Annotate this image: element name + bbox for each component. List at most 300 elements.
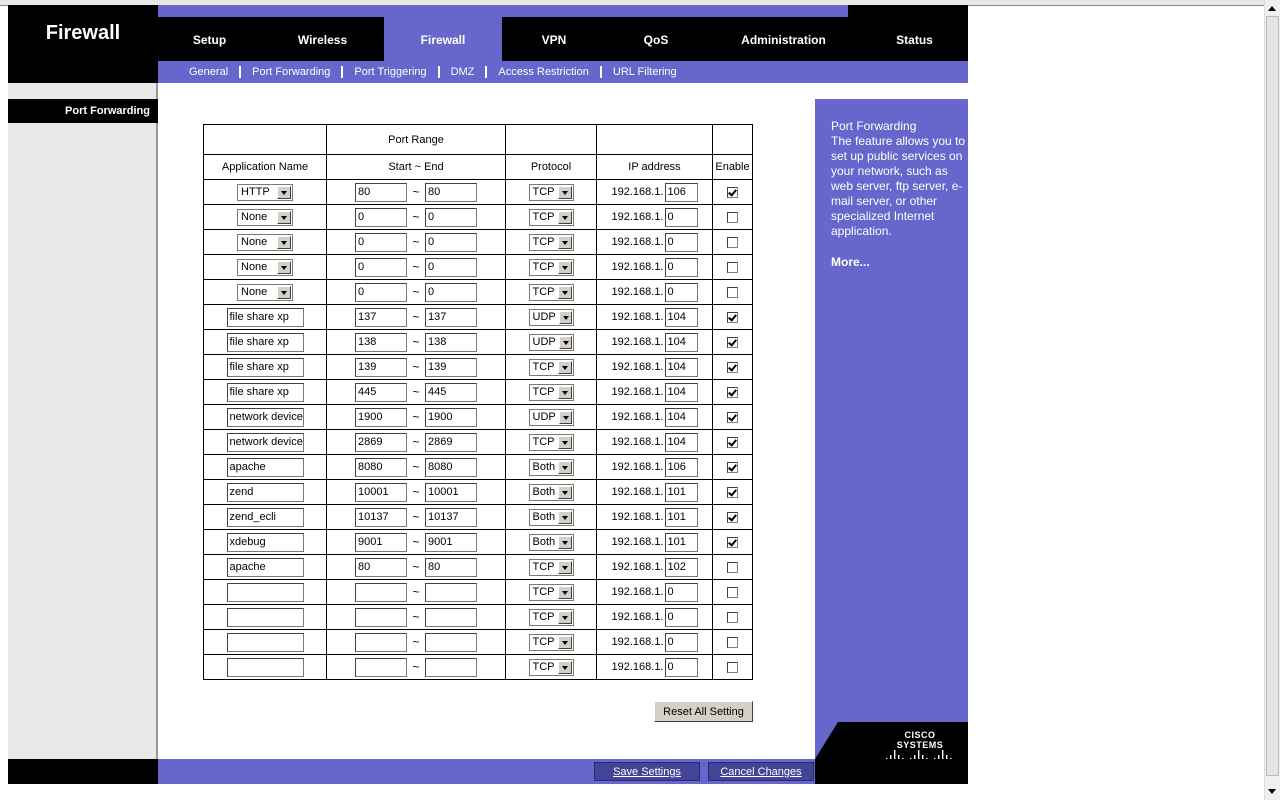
enable-cell — [713, 330, 753, 355]
tab-wireless[interactable]: Wireless — [297, 33, 348, 47]
chevron-down-icon[interactable] — [558, 211, 572, 224]
application-name-input[interactable]: file share xp — [227, 383, 304, 402]
ip-cell — [597, 305, 713, 330]
protocol-select-value: TCP — [532, 236, 555, 248]
application-cell — [204, 605, 327, 630]
ip-cell — [597, 330, 713, 355]
scroll-thumb[interactable] — [1266, 16, 1279, 776]
start-port-input[interactable]: 8080 — [355, 458, 407, 477]
ip-last-octet-input[interactable]: 0 — [665, 233, 698, 252]
port-range-cell — [327, 255, 506, 280]
ip-cell — [597, 555, 713, 580]
enable-checkbox[interactable] — [727, 212, 738, 223]
enable-checkbox[interactable] — [727, 337, 738, 348]
ip-last-octet-input[interactable]: 101 — [665, 483, 698, 502]
chevron-down-icon[interactable] — [558, 286, 572, 299]
protocol-select-value: TCP — [532, 611, 555, 623]
ip-prefix: 192.168.1. — [611, 411, 664, 423]
chevron-down-icon[interactable] — [559, 336, 572, 349]
application-cell — [204, 255, 327, 280]
ip-prefix: 192.168.1. — [611, 236, 664, 248]
chevron-down-icon[interactable] — [558, 236, 572, 249]
start-port-input[interactable]: 80 — [355, 558, 407, 577]
application-cell — [204, 555, 327, 580]
chevron-down-icon[interactable] — [558, 461, 571, 474]
chevron-down-icon[interactable] — [277, 211, 291, 224]
tab-qos[interactable]: QoS — [643, 33, 669, 47]
table-row — [204, 405, 753, 430]
header-blank — [204, 125, 327, 155]
enable-cell — [713, 280, 753, 305]
ip-last-octet-input[interactable]: 0 — [665, 258, 698, 277]
start-port-input[interactable]: 1900 — [355, 408, 407, 427]
enable-checkbox[interactable] — [727, 237, 738, 248]
protocol-cell — [506, 505, 597, 530]
chevron-down-icon[interactable] — [559, 311, 572, 324]
application-name-input[interactable]: network device — [227, 408, 304, 427]
end-port-input[interactable]: 138 — [425, 333, 477, 352]
subnav-dmz[interactable]: DMZ — [450, 66, 475, 78]
port-range-cell — [327, 355, 506, 380]
end-port-input[interactable] — [425, 658, 477, 677]
ip-last-octet-input[interactable]: 106 — [665, 183, 698, 202]
header-blank — [713, 125, 753, 155]
column-header-protocol: Protocol — [506, 155, 597, 180]
chevron-down-icon[interactable] — [558, 361, 572, 374]
protocol-cell — [506, 255, 597, 280]
ip-cell — [597, 205, 713, 230]
protocol-select-value: TCP — [532, 211, 555, 223]
page-title: Firewall — [45, 22, 121, 44]
range-separator: ~ — [412, 260, 420, 274]
application-name-input[interactable]: apache — [227, 458, 304, 477]
table-row — [204, 330, 753, 355]
application-select[interactable] — [237, 184, 293, 201]
vertical-scrollbar[interactable] — [1264, 0, 1280, 800]
application-name-input[interactable]: zend — [227, 483, 304, 502]
enable-checkbox[interactable] — [727, 637, 738, 648]
start-port-input[interactable]: 137 — [355, 308, 407, 327]
application-cell — [204, 480, 327, 505]
protocol-cell — [506, 380, 597, 405]
application-select[interactable] — [237, 284, 293, 301]
start-port-input[interactable]: 445 — [355, 383, 407, 402]
protocol-select[interactable] — [529, 384, 574, 401]
enable-cell — [713, 530, 753, 555]
protocol-select[interactable] — [529, 509, 574, 526]
ip-prefix: 192.168.1. — [611, 461, 664, 473]
protocol-select-value: TCP — [532, 586, 555, 598]
protocol-select[interactable] — [529, 634, 574, 651]
scroll-down-icon[interactable] — [1268, 789, 1276, 794]
subnav-access-restriction[interactable]: Access Restriction — [498, 66, 589, 78]
protocol-select-value: TCP — [532, 286, 555, 298]
protocol-select-value: Both — [532, 511, 556, 523]
enable-cell — [713, 305, 753, 330]
ip-last-octet-input[interactable]: 104 — [665, 308, 698, 327]
protocol-select[interactable] — [529, 434, 574, 451]
port-range-cell — [327, 330, 506, 355]
start-port-input[interactable]: 0 — [355, 208, 407, 227]
ip-last-octet-input[interactable]: 101 — [665, 508, 698, 527]
ip-last-octet-input[interactable]: 104 — [665, 383, 698, 402]
end-port-input[interactable]: 8080 — [425, 458, 477, 477]
protocol-select[interactable] — [529, 459, 574, 476]
range-separator: ~ — [412, 410, 420, 424]
ip-prefix: 192.168.1. — [611, 636, 664, 648]
enable-checkbox[interactable] — [727, 187, 738, 198]
chevron-down-icon[interactable] — [558, 561, 572, 574]
application-name-input[interactable]: file share xp — [227, 358, 304, 377]
chevron-down-icon[interactable] — [559, 411, 572, 424]
application-cell — [204, 455, 327, 480]
protocol-select-value: TCP — [532, 636, 555, 648]
enable-checkbox[interactable] — [727, 512, 738, 523]
ip-cell — [597, 580, 713, 605]
enable-cell — [713, 380, 753, 405]
enable-cell — [713, 205, 753, 230]
range-separator: ~ — [412, 660, 420, 674]
application-cell — [204, 405, 327, 430]
table-row — [204, 205, 753, 230]
help-text — [831, 119, 967, 270]
ip-cell — [597, 380, 713, 405]
protocol-select[interactable] — [529, 334, 574, 351]
application-select-value: None — [241, 286, 268, 298]
protocol-cell — [506, 355, 597, 380]
chevron-down-icon[interactable] — [558, 261, 572, 274]
start-port-input[interactable]: 0 — [355, 283, 407, 302]
start-port-input[interactable]: 2869 — [355, 433, 407, 452]
protocol-select[interactable] — [529, 309, 574, 326]
ip-cell — [597, 480, 713, 505]
logo-corner — [815, 722, 838, 759]
range-separator: ~ — [412, 360, 420, 374]
end-port-input[interactable]: 80 — [425, 558, 477, 577]
protocol-select[interactable] — [529, 484, 574, 501]
protocol-cell — [506, 430, 597, 455]
ip-last-octet-input[interactable]: 0 — [665, 583, 698, 602]
start-port-input[interactable] — [355, 608, 407, 627]
start-port-input[interactable]: 0 — [355, 233, 407, 252]
ip-cell — [597, 355, 713, 380]
enable-cell — [713, 180, 753, 205]
ip-last-octet-input[interactable]: 0 — [665, 208, 698, 227]
ip-prefix: 192.168.1. — [611, 386, 664, 398]
ip-prefix: 192.168.1. — [611, 661, 664, 673]
end-port-input[interactable]: 445 — [425, 383, 477, 402]
end-port-input[interactable]: 0 — [425, 233, 477, 252]
enable-cell — [713, 605, 753, 630]
column-header-application: Application Name — [204, 155, 327, 180]
subnav-port-triggering[interactable]: Port Triggering — [354, 66, 427, 78]
chevron-down-icon[interactable] — [277, 186, 291, 199]
start-port-input[interactable]: 0 — [355, 258, 407, 277]
range-separator: ~ — [412, 235, 420, 249]
main-tabs — [158, 17, 968, 61]
end-port-input[interactable]: 0 — [425, 208, 477, 227]
table-row — [204, 630, 753, 655]
ip-last-octet-input[interactable]: 0 — [665, 283, 698, 302]
ip-cell — [597, 430, 713, 455]
protocol-select-value: TCP — [532, 361, 555, 373]
start-port-input[interactable] — [355, 633, 407, 652]
start-port-input[interactable]: 10001 — [355, 483, 407, 502]
protocol-cell — [506, 605, 597, 630]
ip-cell — [597, 230, 713, 255]
port-range-cell — [327, 630, 506, 655]
application-name-input[interactable] — [227, 633, 304, 652]
end-port-input[interactable]: 80 — [425, 183, 477, 202]
chevron-down-icon[interactable] — [558, 636, 572, 649]
chevron-down-icon[interactable] — [558, 661, 572, 674]
end-port-input[interactable]: 1900 — [425, 408, 477, 427]
tab-vpn[interactable]: VPN — [541, 33, 567, 47]
header-blank — [597, 125, 713, 155]
enable-checkbox[interactable] — [727, 262, 738, 273]
end-port-input[interactable] — [425, 633, 477, 652]
enable-checkbox[interactable] — [727, 362, 738, 373]
range-separator: ~ — [412, 435, 420, 449]
protocol-select[interactable] — [529, 284, 574, 301]
column-header-ip: IP address — [597, 155, 713, 180]
subnav-url-filtering[interactable]: URL Filtering — [612, 66, 677, 78]
end-port-input[interactable]: 137 — [425, 308, 477, 327]
tab-firewall[interactable]: Firewall — [384, 17, 502, 61]
help-title: Port Forwarding — [831, 119, 917, 133]
table-row — [204, 655, 753, 680]
help-body: The feature allows you to set up public services on your network, such as web server, ftp server, e-mail server, or other specialized Internet application. — [831, 134, 966, 238]
enable-checkbox[interactable] — [727, 487, 738, 498]
protocol-select[interactable] — [529, 534, 574, 551]
ip-last-octet-input[interactable]: 104 — [665, 433, 698, 452]
chevron-down-icon[interactable] — [558, 586, 572, 599]
subnav-port-forwarding[interactable]: Port Forwarding — [252, 66, 331, 78]
application-select[interactable] — [237, 259, 293, 276]
port-range-cell — [327, 405, 506, 430]
ip-last-octet-input[interactable]: 0 — [665, 658, 698, 677]
protocol-select[interactable] — [529, 234, 574, 251]
chevron-down-icon[interactable] — [277, 261, 291, 274]
ip-prefix: 192.168.1. — [611, 511, 664, 523]
end-port-input[interactable] — [425, 583, 477, 602]
table-row — [204, 555, 753, 580]
protocol-cell — [506, 555, 597, 580]
end-port-input[interactable]: 2869 — [425, 433, 477, 452]
application-cell — [204, 230, 327, 255]
end-port-input[interactable]: 9001 — [425, 533, 477, 552]
protocol-select[interactable] — [529, 184, 574, 201]
ip-last-octet-input[interactable]: 101 — [665, 533, 698, 552]
ip-prefix: 192.168.1. — [611, 311, 664, 323]
ip-prefix: 192.168.1. — [611, 361, 664, 373]
ip-prefix: 192.168.1. — [611, 261, 664, 273]
table-row — [204, 355, 753, 380]
ip-prefix: 192.168.1. — [611, 186, 664, 198]
range-separator: ~ — [412, 385, 420, 399]
protocol-select[interactable] — [529, 659, 574, 676]
enable-cell — [713, 630, 753, 655]
enable-cell — [713, 255, 753, 280]
ip-last-octet-input[interactable]: 0 — [665, 633, 698, 652]
start-port-input[interactable]: 9001 — [355, 533, 407, 552]
application-name-input[interactable] — [227, 658, 304, 677]
ip-cell — [597, 180, 713, 205]
port-range-cell — [327, 180, 506, 205]
protocol-select-value: Both — [532, 536, 556, 548]
help-panel-top — [815, 83, 968, 99]
application-cell — [204, 580, 327, 605]
ip-last-octet-input[interactable]: 102 — [665, 558, 698, 577]
protocol-cell — [506, 580, 597, 605]
enable-checkbox[interactable] — [727, 562, 738, 573]
application-select[interactable] — [237, 234, 293, 251]
chevron-down-icon[interactable] — [277, 286, 291, 299]
chevron-down-icon[interactable] — [558, 436, 572, 449]
table-row — [204, 305, 753, 330]
start-port-input[interactable]: 80 — [355, 183, 407, 202]
chevron-down-icon[interactable] — [558, 386, 572, 399]
ip-last-octet-input[interactable]: 106 — [665, 458, 698, 477]
application-name-input[interactable] — [227, 608, 304, 627]
end-port-input[interactable]: 10137 — [425, 508, 477, 527]
scroll-up-icon[interactable] — [1268, 6, 1276, 11]
sub-navigation — [158, 61, 968, 83]
chevron-down-icon[interactable] — [558, 186, 572, 199]
port-range-cell — [327, 605, 506, 630]
ip-cell — [597, 255, 713, 280]
enable-checkbox[interactable] — [727, 312, 738, 323]
protocol-cell — [506, 305, 597, 330]
port-forwarding-table — [203, 124, 753, 680]
enable-cell — [713, 455, 753, 480]
chevron-down-icon[interactable] — [558, 536, 571, 549]
application-name-input[interactable]: zend_ecli — [227, 508, 304, 527]
ip-last-octet-input[interactable]: 0 — [665, 608, 698, 627]
protocol-select[interactable] — [529, 559, 574, 576]
application-name-input[interactable] — [227, 583, 304, 602]
range-separator: ~ — [412, 610, 420, 624]
protocol-select-value: TCP — [532, 561, 555, 573]
application-cell — [204, 280, 327, 305]
protocol-select[interactable] — [529, 609, 574, 626]
ip-cell — [597, 655, 713, 680]
help-more-link[interactable]: More... — [831, 255, 870, 269]
enable-checkbox[interactable] — [727, 587, 738, 598]
table-row — [204, 580, 753, 605]
enable-checkbox[interactable] — [727, 437, 738, 448]
start-port-input[interactable] — [355, 583, 407, 602]
chevron-down-icon[interactable] — [558, 511, 571, 524]
header-accent-bar — [158, 5, 848, 17]
ip-prefix: 192.168.1. — [611, 536, 664, 548]
protocol-select-value: TCP — [532, 261, 555, 273]
subnav-general[interactable]: General — [189, 66, 229, 78]
start-port-input[interactable]: 10137 — [355, 508, 407, 527]
enable-checkbox[interactable] — [727, 412, 738, 423]
application-name-input[interactable]: network device — [227, 433, 304, 452]
port-range-cell — [327, 205, 506, 230]
application-select[interactable] — [237, 209, 293, 226]
tab-status[interactable]: Status — [896, 33, 933, 47]
application-cell — [204, 330, 327, 355]
start-port-input[interactable]: 138 — [355, 333, 407, 352]
protocol-select-value: TCP — [532, 386, 555, 398]
enable-checkbox[interactable] — [727, 287, 738, 298]
application-name-input[interactable]: file share xp — [227, 308, 304, 327]
chevron-down-icon[interactable] — [558, 611, 572, 624]
application-cell — [204, 180, 327, 205]
chevron-down-icon[interactable] — [277, 236, 291, 249]
save-settings-button[interactable]: Save Settings — [594, 762, 700, 781]
enable-checkbox[interactable] — [727, 462, 738, 473]
protocol-select[interactable] — [529, 259, 574, 276]
chevron-down-icon[interactable] — [558, 486, 571, 499]
enable-checkbox[interactable] — [727, 537, 738, 548]
port-range-cell — [327, 455, 506, 480]
protocol-select[interactable] — [529, 209, 574, 226]
start-port-input[interactable] — [355, 658, 407, 677]
application-name-input[interactable]: file share xp — [227, 333, 304, 352]
ip-prefix: 192.168.1. — [611, 486, 664, 498]
section-title: Port Forwarding — [8, 99, 158, 123]
ip-prefix: 192.168.1. — [611, 586, 664, 598]
end-port-input[interactable]: 139 — [425, 358, 477, 377]
application-name-input[interactable]: xdebug — [227, 533, 304, 552]
tab-administration[interactable]: Administration — [741, 33, 826, 47]
protocol-select[interactable] — [529, 359, 574, 376]
protocol-cell — [506, 405, 597, 430]
application-cell — [204, 630, 327, 655]
table-row — [204, 430, 753, 455]
application-name-input[interactable]: apache — [227, 558, 304, 577]
end-port-input[interactable]: 0 — [425, 258, 477, 277]
start-port-input[interactable]: 139 — [355, 358, 407, 377]
enable-checkbox[interactable] — [727, 662, 738, 673]
port-range-cell — [327, 505, 506, 530]
enable-cell — [713, 555, 753, 580]
ip-last-octet-input[interactable]: 104 — [665, 333, 698, 352]
end-port-input[interactable]: 0 — [425, 283, 477, 302]
ip-cell — [597, 455, 713, 480]
footer-right — [815, 759, 968, 784]
end-port-input[interactable] — [425, 608, 477, 627]
ip-prefix: 192.168.1. — [611, 211, 664, 223]
ip-last-octet-input[interactable]: 104 — [665, 358, 698, 377]
enable-cell — [713, 580, 753, 605]
port-range-cell — [327, 480, 506, 505]
port-range-cell — [327, 555, 506, 580]
application-cell — [204, 305, 327, 330]
protocol-select-value: Both — [532, 486, 556, 498]
ip-last-octet-input[interactable]: 104 — [665, 408, 698, 427]
range-separator: ~ — [412, 185, 420, 199]
tab-setup[interactable]: Setup — [192, 33, 227, 47]
ip-cell — [597, 405, 713, 430]
protocol-select[interactable] — [529, 584, 574, 601]
protocol-cell — [506, 480, 597, 505]
protocol-select-value: TCP — [532, 436, 555, 448]
end-port-input[interactable]: 10001 — [425, 483, 477, 502]
left-divider — [156, 83, 158, 759]
cancel-changes-button[interactable]: Cancel Changes — [708, 762, 814, 781]
enable-checkbox[interactable] — [727, 387, 738, 398]
protocol-select[interactable] — [529, 409, 574, 426]
enable-checkbox[interactable] — [727, 612, 738, 623]
reset-all-button[interactable]: Reset All Setting — [654, 701, 753, 722]
table-row — [204, 230, 753, 255]
enable-cell — [713, 505, 753, 530]
